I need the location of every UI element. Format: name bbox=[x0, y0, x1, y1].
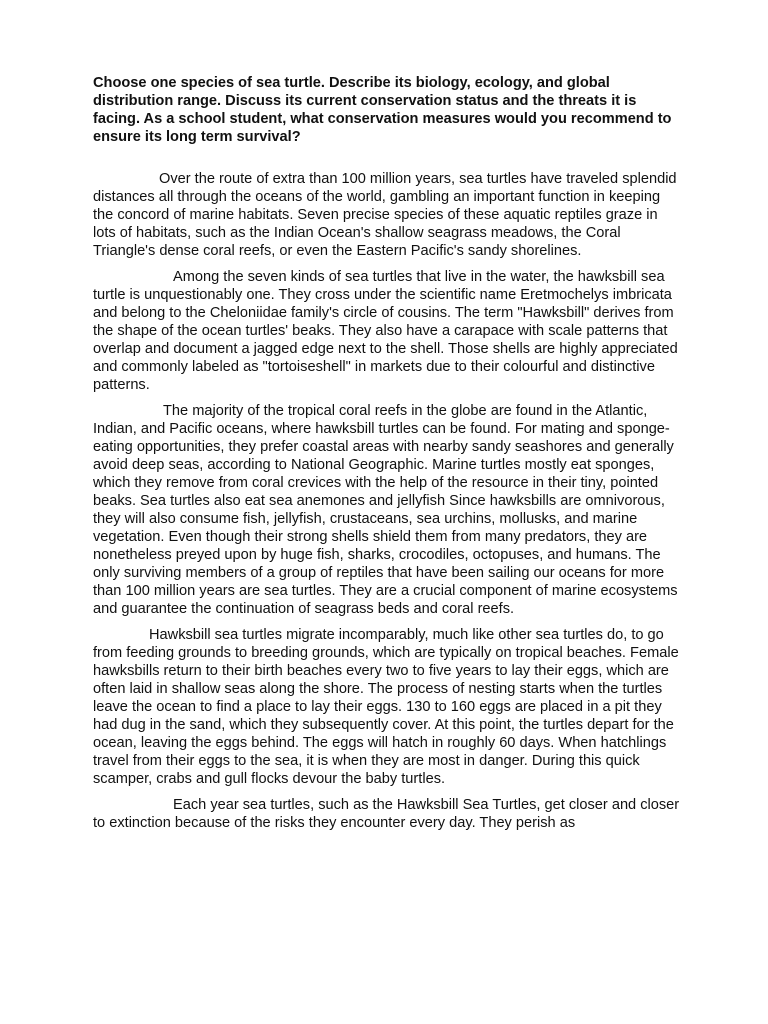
body-paragraph: The majority of the tropical coral reefs in the globe are found in the Atlantic, Indian, and Pacific oceans, where hawksbill turtles can be found. For mating and sponge-eating opportunities, they prefer coastal areas with nearby sandy seashores and generally avoid deep seas, according to National Geographic. Marine turtles mostly eat sponges, which they remove from coral crevices with the help of the resource in their tiny, pointed beaks. Sea turtles also eat sea anemones and jellyfish Since hawksbills are omnivorous, they will also consume fish, jellyfish, crustaceans, sea urchins, mollusks, and marine vegetation. Even though their strong shells shield them from many predators, they are nonetheless preyed upon by huge fish, sharks, crocodiles, octopuses, and humans. The only surviving members of a group of reptiles that have been sailing our oceans for more than 100 million years are sea turtles. They are a crucial component of marine ecosystems and guarantee the continuation of seagrass beds and coral reefs. bbox=[93, 403, 678, 617]
body-paragraph: Each year sea turtles, such as the Hawksbill Sea Turtles, get closer and closer to extinction because of the risks they encounter every day. They perish as bbox=[93, 797, 680, 831]
body-paragraph: Among the seven kinds of sea turtles that live in the water, the hawksbill sea turtle is unquestionably one. They cross under the scientific name Eretmochelys imbricata and belong to the Cheloniidae family's circle of cousins. The term "Hawksbill" derives from the shape of the ocean turtles' beaks. They also have a carapace with scale patterns that overlap and document a jagged edge next to the shell. Those shells are highly appreciated and commonly labeled as "tortoiseshell" in markets due to their colourful and distinctive patterns. bbox=[93, 269, 678, 393]
body-paragraph: Hawksbill sea turtles migrate incomparably, much like other sea turtles do, to go from feeding grounds to breeding grounds, which are typically on tropical beaches. Female hawksbills return to their birth beaches every two to five years to lay their eggs, which are often laid in shallow seas along the shore. The process of nesting starts when the turtles leave the ocean to find a place to lay their eggs. 130 to 160 eggs are placed in a pit they had dug in the sand, which they subsequently cover. At this point, the turtles depart for the ocean, leaving the eggs behind. The eggs will hatch in roughly 60 days. When hatchlings travel from their eggs to the sea, it is when they are most in danger. During this quick scamper, crabs and gull flocks devour the baby turtles. bbox=[93, 627, 679, 787]
document-page bbox=[93, 74, 683, 840]
body-paragraph: Over the route of extra than 100 million years, sea turtles have traveled splendid distances all through the oceans of the world, gambling an important function in keeping the concord of marine habitats. Seven precise species of these aquatic reptiles graze in lots of habitats, such as the Indian Ocean's shallow seagrass meadows, the Coral Triangle's dense coral reefs, or even the Eastern Pacific's sandy shorelines. bbox=[93, 171, 677, 259]
essay-prompt: Choose one species of sea turtle. Describe its biology, ecology, and global distribution range. Discuss its current conservation status and the threats it is facing. As a school student, what conservation measures would you recommend to ensure its long term survival? bbox=[93, 75, 672, 145]
